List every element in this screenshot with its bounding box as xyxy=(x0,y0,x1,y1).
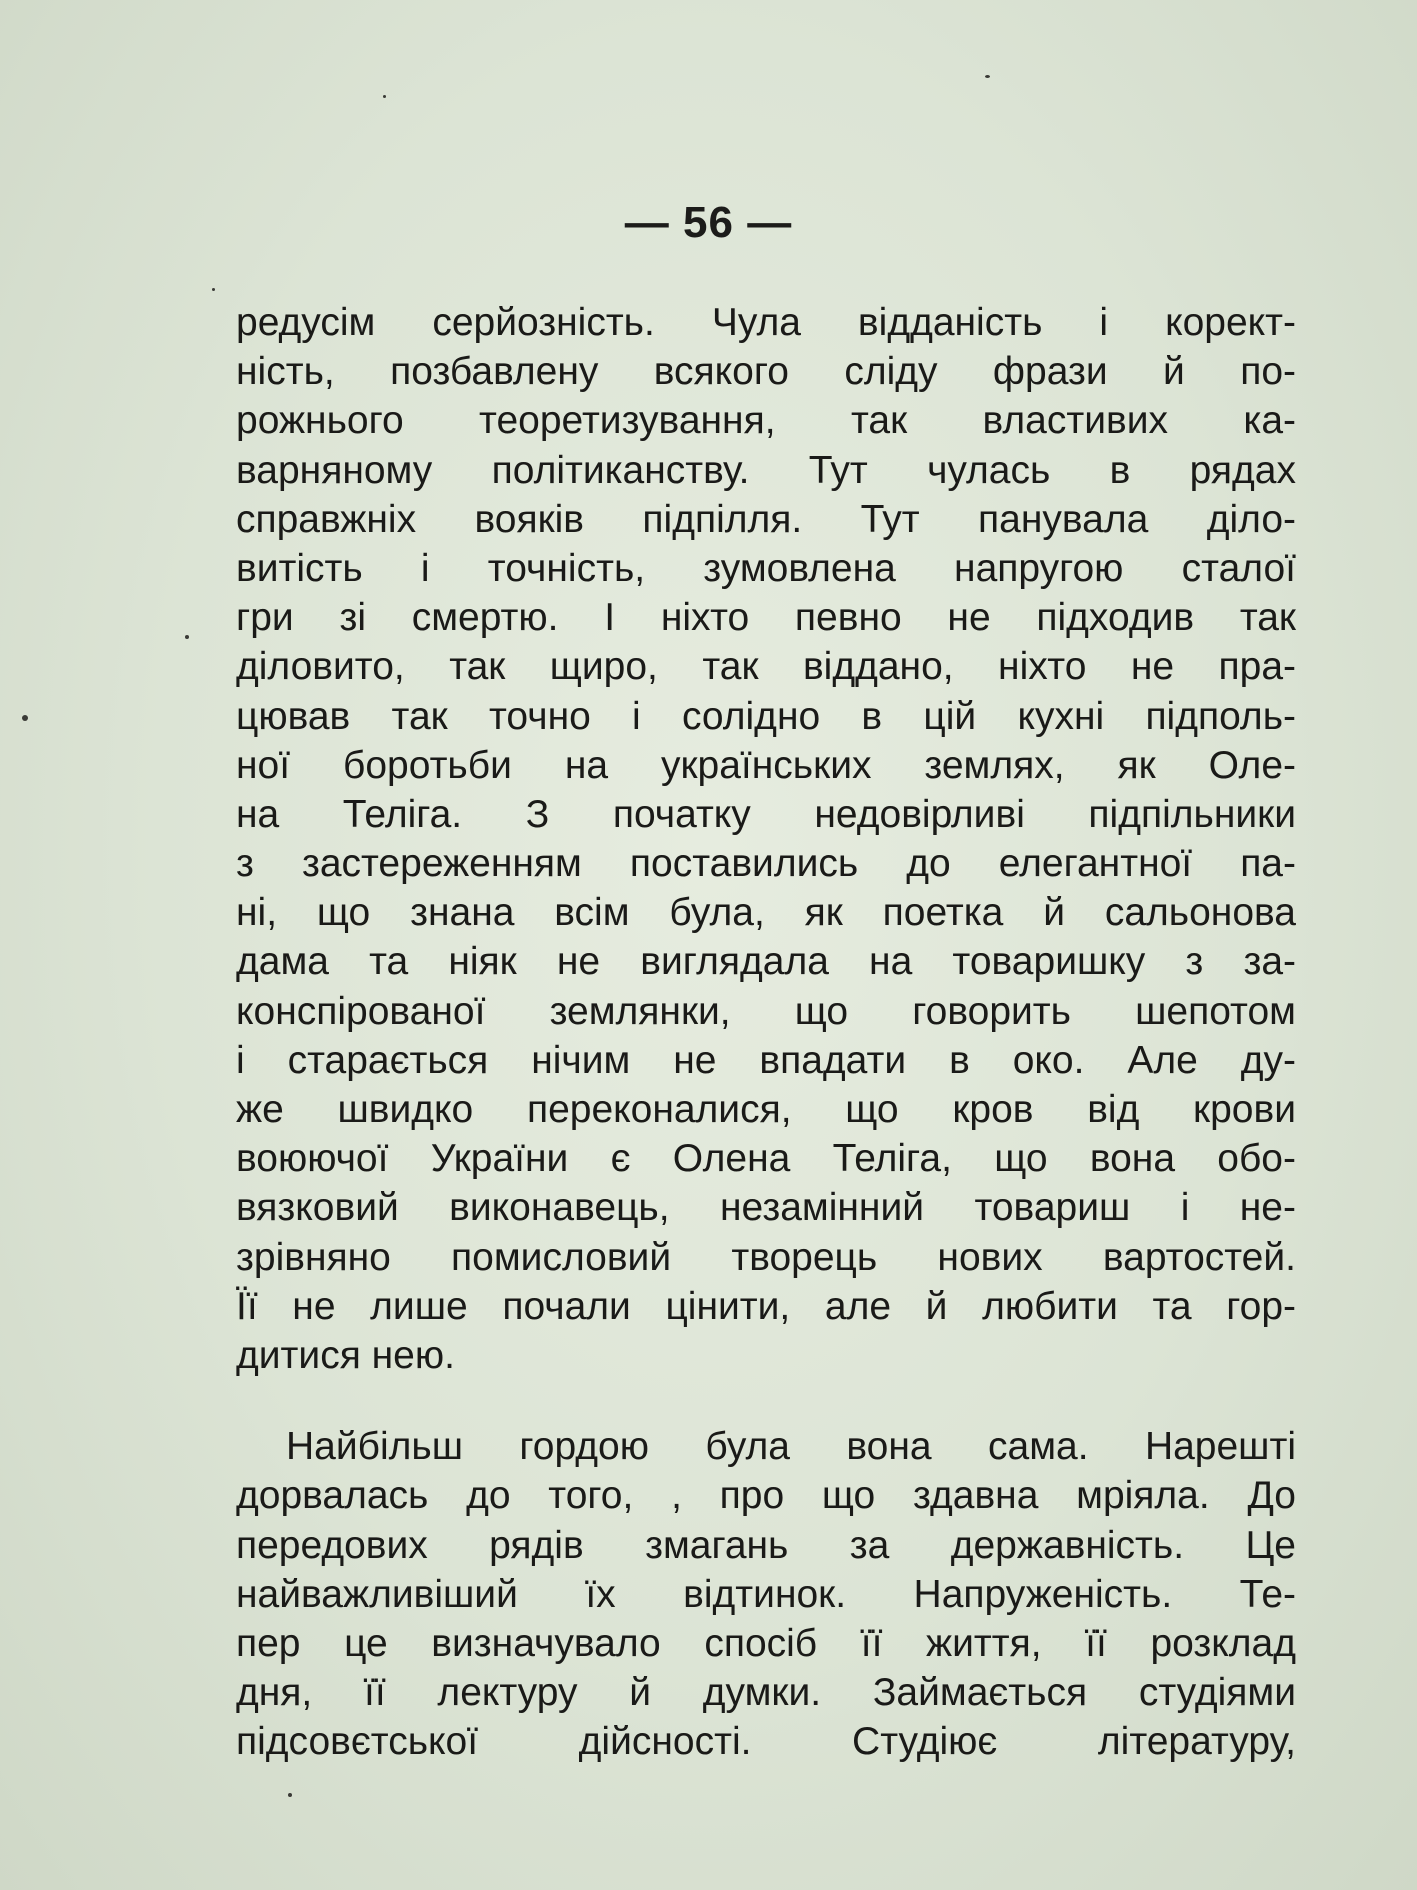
paper-speck xyxy=(212,288,215,291)
text-line: рожнього теоретизування, так властивих ка- xyxy=(236,399,1296,443)
text-line: дитися нею. xyxy=(236,1333,455,1377)
text-line: ної боротьби на українських землях, як Оле- xyxy=(236,743,1296,787)
page-number: — 56 — xyxy=(624,198,793,247)
text-line: воюючої України є Олена Теліга, що вона обо- xyxy=(236,1137,1296,1181)
text-line: діловито, так щиро, так віддано, ніхто не пра- xyxy=(236,645,1296,689)
text-line: і старається нічим не впадати в око. Але ду- xyxy=(236,1038,1296,1082)
text-line: редусім серйозність. Чула відданість і корект- xyxy=(236,301,1296,344)
text-line: справжніх вояків підпілля. Тут панувала діло- xyxy=(236,497,1296,541)
text-line: дорвалась до того, , про що здавна мріяла. До xyxy=(236,1474,1296,1518)
text-line: ні, що знана всім була, як поетка й сальонова xyxy=(236,891,1296,935)
text-line: найважливіший їх відтинок. Напруженість. Те- xyxy=(236,1572,1296,1616)
paper-speck xyxy=(288,1793,292,1797)
text-line: передових рядів змагань за державність. Це xyxy=(236,1523,1296,1567)
text-line: Найбільш гордою була вона сама. Нарешті xyxy=(286,1425,1296,1469)
text-line: варняному політиканству. Тут чулась в рядах xyxy=(236,448,1296,492)
text-line: з застереженням поставились до елегантної па- xyxy=(236,842,1296,886)
text-line: же швидко переконалися, що кров від крови xyxy=(236,1088,1296,1131)
text-line: на Теліга. З початку недовірливі підпільники xyxy=(236,792,1296,836)
text-line: цював так точно і солідно в цій кухні підполь- xyxy=(236,694,1296,738)
paper-speck xyxy=(383,95,386,98)
text-line: підсовєтської дійсності. Студіює літературу, xyxy=(236,1720,1296,1764)
text-line: дня, її лектуру й думки. Займається студіями xyxy=(236,1671,1296,1715)
text-line: зрівняно помисловий творець нових вартостей. xyxy=(236,1235,1296,1279)
text-line: дама та ніяк не виглядала на товаришку з за- xyxy=(236,940,1296,984)
text-line: вязковий виконавець, незамінний товариш і не- xyxy=(236,1186,1296,1230)
paper-speck xyxy=(985,75,990,78)
paper-speck xyxy=(185,635,189,639)
text-line: ність, позбавлену всякого сліду фрази й по- xyxy=(236,350,1296,394)
text-line: конспірованої землянки, що говорить шепотом xyxy=(236,989,1296,1033)
paper-speck xyxy=(22,715,28,721)
paragraph-gap xyxy=(236,1380,1296,1422)
text-line: витість і точність, зумовлена напругою сталої xyxy=(236,546,1296,590)
text-line: пер це визначувало спосіб її життя, її розклад xyxy=(236,1621,1296,1665)
text-line: гри зі смертю. І ніхто певно не підходив так xyxy=(236,596,1296,640)
text-line: Її не лише почали цінити, але й любити та гор- xyxy=(236,1284,1296,1328)
body-text xyxy=(236,298,1296,1766)
